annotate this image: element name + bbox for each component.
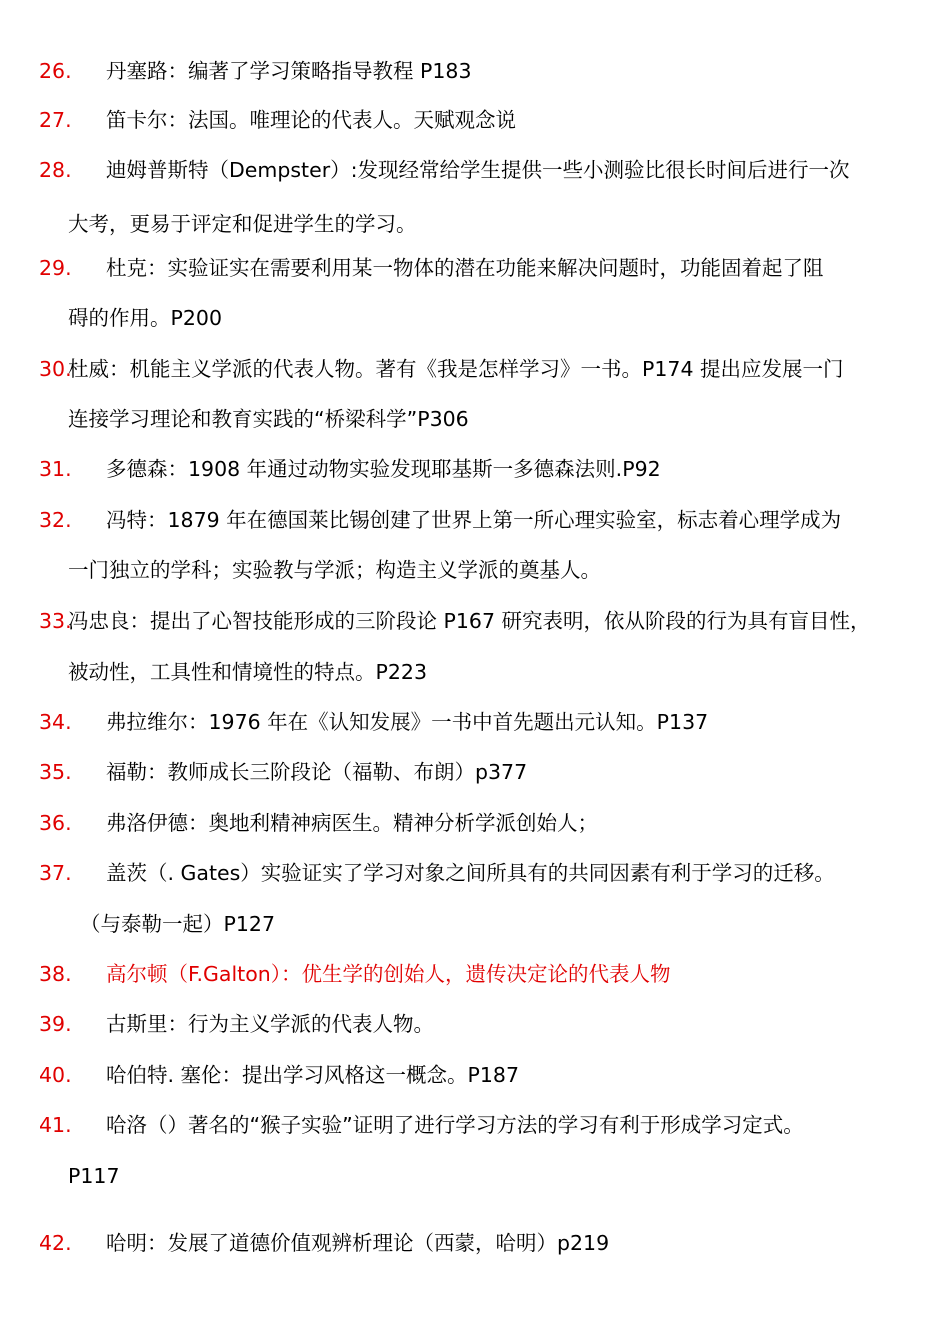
item-number: 34.	[39, 710, 72, 734]
item-number: 35.	[39, 760, 72, 784]
item-text: 碍的作用。P200	[68, 306, 222, 330]
item-text: 高尔顿（F.Galton）：优生学的创始人，遗传决定论的代表人物	[106, 962, 671, 986]
item-text: 盖茨（. Gates）实验证实了学习对象之间所具有的共同因素有利于学习的迁移。	[106, 861, 835, 885]
item-text: 多德森：1908 年通过动物实验发现耶基斯一多德森法则.P92	[106, 457, 661, 481]
item-number: 29.	[39, 256, 72, 280]
item-text: 连接学习理论和教育实践的“桥梁科学”P306	[68, 407, 469, 431]
item-number: 28.	[39, 158, 72, 182]
item-text: 迪姆普斯特（Dempster）:发现经常给学生提供一些小测验比很长时间后进行一次	[106, 158, 850, 182]
item-number: 38.	[39, 962, 72, 986]
item-number: 31.	[39, 457, 72, 481]
item-text: P117	[68, 1164, 120, 1188]
item-number: 41.	[39, 1113, 72, 1137]
item-text: 哈伯特. 塞伦：提出学习风格这一概念。P187	[106, 1063, 520, 1087]
item-text: 哈明：发展了道德价值观辨析理论（西蒙，哈明）p219	[106, 1231, 610, 1255]
item-number: 27.	[39, 108, 72, 132]
item-text: 丹塞路：编著了学习策略指导教程 P183	[106, 59, 472, 83]
item-number: 37.	[39, 861, 72, 885]
item-text: 古斯里：行为主义学派的代表人物。	[106, 1012, 434, 1036]
item-text: 福勒：教师成长三阶段论（福勒、布朗）p377	[106, 760, 528, 784]
item-text: 大考，更易于评定和促进学生的学习。	[68, 212, 417, 236]
item-number: 36.	[39, 811, 72, 835]
item-text: 杜威：机能主义学派的代表人物。著有《我是怎样学习》一书。P174 提出应发展一门	[68, 357, 844, 381]
item-text: 弗拉维尔：1976 年在《认知发展》一书中首先题出元认知。P137	[106, 710, 709, 734]
item-number: 30.	[39, 357, 72, 381]
item-text: 冯特：1879 年在德国莱比锡创建了世界上第一所心理实验室，标志着心理学成为	[106, 508, 842, 532]
item-number: 39.	[39, 1012, 72, 1036]
item-text: 冯忠良：提出了心智技能形成的三阶段论 P167 研究表明，依从阶段的行为具有盲目性，	[68, 609, 871, 633]
item-number: 42.	[39, 1231, 72, 1255]
item-text: 一门独立的学科；实验教与学派；构造主义学派的奠基人。	[68, 558, 601, 582]
item-number: 33.	[39, 609, 72, 633]
item-text: （与泰勒一起）P127	[80, 912, 275, 936]
item-number: 40.	[39, 1063, 72, 1087]
item-number: 26.	[39, 59, 72, 83]
item-text: 弗洛伊德：奥地利精神病医生。精神分析学派创始人；	[106, 811, 598, 835]
item-text: 笛卡尔：法国。唯理论的代表人。天赋观念说	[106, 108, 516, 132]
item-number: 32.	[39, 508, 72, 532]
item-text: 哈洛（）著名的“猴子实验”证明了进行学习方法的学习有利于形成学习定式。	[106, 1113, 804, 1137]
item-text: 杜克：实验证实在需要利用某一物体的潜在功能来解决问题时，功能固着起了阻	[106, 256, 824, 280]
item-text: 被动性，工具性和情境性的特点。P223	[68, 660, 427, 684]
